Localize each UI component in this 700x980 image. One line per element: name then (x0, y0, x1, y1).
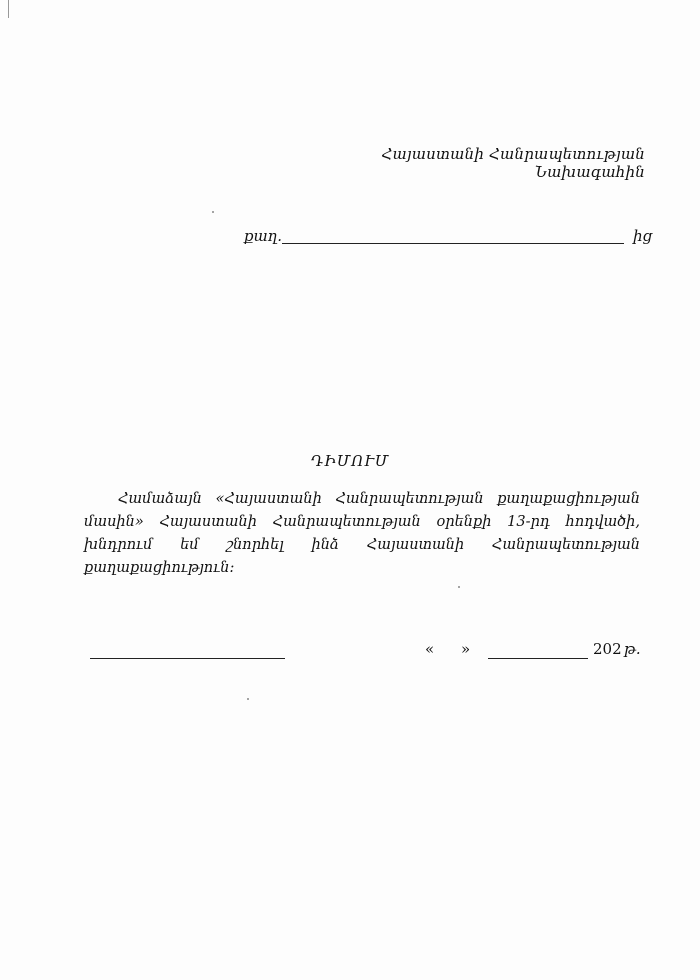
scan-speck (212, 211, 214, 213)
addressee-line: Հայաստանի Հանրապետության Նախագահին (381, 145, 645, 181)
application-body-text: Համաձայն «Հայաստանի Հանրապետության քաղաքացիության մասին» Հայաստանի Հանրապետության օրենքի 13-րդ հոդվածի, խնդրում եմ շնորհել ինձ Հայաստանի Հանրապետության քաղաքացիություն: (84, 491, 640, 576)
signature-fill-in-rule[interactable] (90, 658, 285, 659)
city-suffix: ից (633, 227, 653, 245)
year-prefix: 202 (593, 640, 622, 658)
day-quote-close: » (461, 640, 471, 658)
year-suffix: թ. (624, 640, 641, 658)
city-prefix: քաղ. (244, 227, 283, 245)
scan-speck (247, 698, 249, 700)
document-heading: ԴԻՄՈՒՄ (310, 452, 390, 470)
city-fill-in-rule[interactable] (282, 243, 624, 244)
scan-speck (458, 586, 460, 588)
scan-edge-mark (8, 0, 9, 18)
day-quote-open: « (425, 640, 435, 658)
month-fill-in-rule[interactable] (488, 658, 588, 659)
